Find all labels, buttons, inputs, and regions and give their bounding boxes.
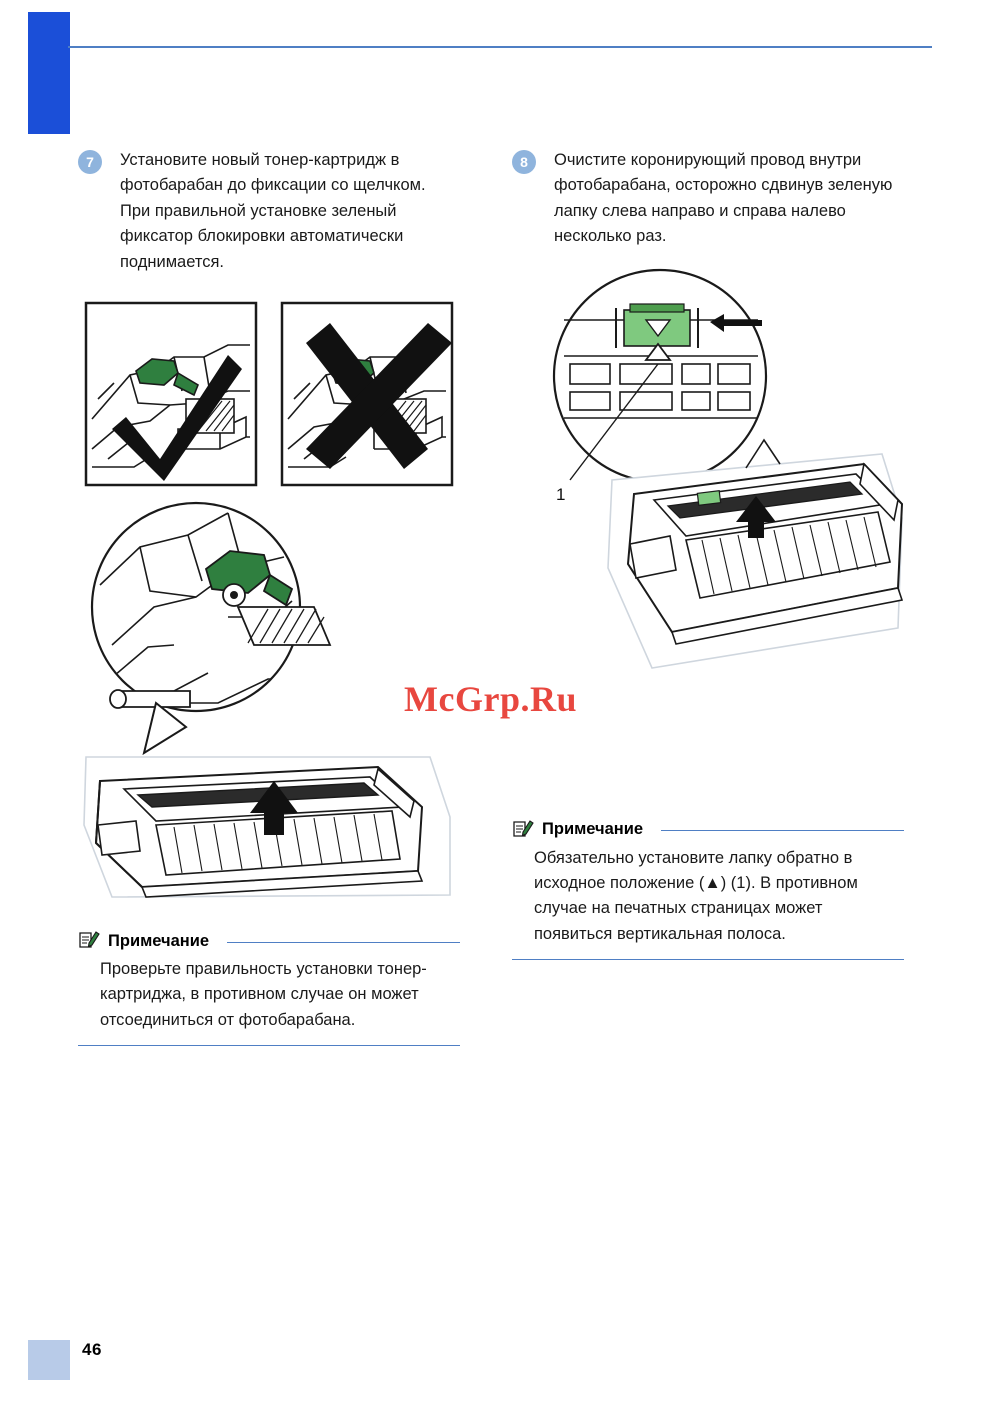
left-column xyxy=(78,148,460,1046)
note-right-header xyxy=(512,820,904,840)
page-edge-tab-top xyxy=(28,12,70,134)
note-pencil-icon xyxy=(78,930,100,950)
page-number: 46 xyxy=(82,1340,102,1359)
note-pencil-icon xyxy=(512,819,534,839)
right-column xyxy=(512,148,904,960)
step-7 xyxy=(78,148,460,275)
callout-label-1: 1 xyxy=(556,484,566,504)
step-7-text: Установите новый тонер-картридж в фотобарабан до фиксации со щелчком. При правильной установке зеленый фиксатор блокировки автоматически поднимается. xyxy=(120,151,426,271)
incorrect-install-box xyxy=(282,303,452,485)
magnifier-circle-tab xyxy=(554,270,766,482)
header-rule xyxy=(68,46,932,48)
page-edge-tab-bottom xyxy=(28,1340,70,1380)
correct-install-box xyxy=(86,303,256,485)
note-left-body: Проверьте правильность установки тонер-картриджа, в противном случае он может отсоединиться от фотобарабана. xyxy=(100,960,427,1029)
note-right xyxy=(512,820,904,961)
note-right-rule xyxy=(661,830,904,831)
note-left-title: Примечание xyxy=(108,931,210,950)
note-right-title: Примечание xyxy=(542,820,644,839)
note-left xyxy=(78,931,460,1046)
figure-corona-wire-cleaning xyxy=(512,268,904,828)
note-left-header xyxy=(78,931,460,951)
step-8-number: 8 xyxy=(512,150,536,174)
step-8-text: Очистите коронирующий провод внутри фотобарабана, осторожно сдвинув зеленую лапку слева направо и справа налево несколько раз. xyxy=(554,151,893,246)
note-right-bottom-rule xyxy=(512,959,904,960)
step-8 xyxy=(512,148,904,250)
step-7-number: 7 xyxy=(78,150,102,174)
note-left-rule xyxy=(227,942,460,943)
figure-correct-incorrect-install xyxy=(78,299,460,489)
figure-drum-unit-with-magnifier xyxy=(78,495,460,915)
watermark: McGrp.Ru xyxy=(404,679,577,719)
drum-unit-illustration xyxy=(84,757,450,897)
magnifier-circle xyxy=(92,503,330,711)
note-left-bottom-rule xyxy=(78,1045,460,1046)
note-right-body: Обязательно установите лапку обратно в исходное положение (▲) (1). В противном случае на печатных страницах может появиться вертикальная полоса. xyxy=(534,848,858,943)
